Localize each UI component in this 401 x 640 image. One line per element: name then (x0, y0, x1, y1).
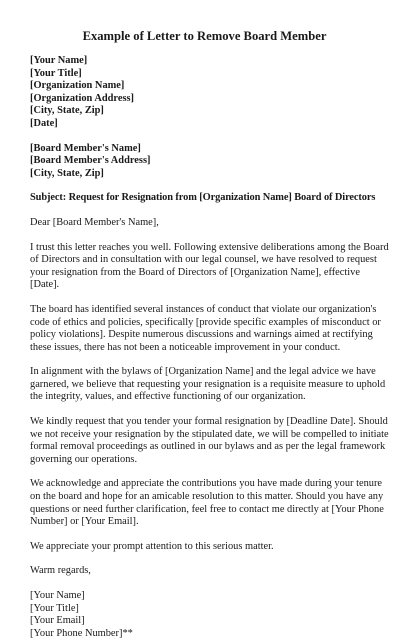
subject-line: Subject: Request for Resignation from [Organization Name] Board of Directors (30, 192, 376, 204)
paragraph-line: your resignation from the Board of Directors of [Organization Name], effective (30, 266, 360, 278)
sender-name: [Your Name] (30, 55, 88, 66)
salutation: Dear [Board Member's Name], (30, 216, 159, 228)
paragraph-line: code of ethics and policies, specifically [provide specific examples of misconduct or (30, 316, 381, 328)
paragraph-line: Number] or [Your Email]. (30, 516, 139, 528)
recipient-name: [Board Member's Name] (30, 142, 141, 154)
paragraph-line: The board has identified several instances of conduct that violate our organization's (30, 303, 377, 315)
sender-organization-address: [Organization Address] (30, 92, 135, 104)
recipient-city-state-zip: [City, State, Zip] (30, 167, 104, 179)
signature-email: [Your Email] (30, 615, 85, 627)
body-paragraph-5 (30, 478, 384, 528)
sender-organization: [Organization Name] (30, 80, 125, 92)
document-title: Example of Letter to Remove Board Member (82, 29, 327, 43)
paragraph-line: governing our operations. (30, 453, 138, 465)
closing: Warm regards, (30, 565, 91, 577)
paragraph-line: We appreciate your prompt attention to this serious matter. (30, 540, 274, 552)
signature-name: [Your Name] (30, 590, 85, 601)
sender-address-block (30, 55, 381, 131)
sender-city-state-zip: [City, State, Zip] (30, 105, 104, 117)
body-paragraph-3 (30, 366, 386, 404)
paragraph-line: garnered, we believe that requesting your resignation is a requisite measure to uphold (30, 378, 386, 390)
signature-phone: [Your Phone Number]** (30, 627, 133, 639)
recipient-address: [Board Member's Address] (30, 155, 151, 167)
recipient-address-block (30, 143, 381, 181)
paragraph-line: the integrity, values, and effective functioning of our organization. (30, 391, 306, 403)
paragraph-line: of Directors and in consultation with our legal counsel, we have resolved to request (30, 254, 377, 266)
signature-title: [Your Title] (30, 602, 79, 614)
paragraph-line: I trust this letter reaches you well. Following extensive deliberations among the Board (30, 241, 389, 253)
paragraph-line: questions or need further clarification, feel free to contact me directly at [Your Phone (30, 503, 384, 515)
body-paragraph-2 (30, 304, 381, 354)
signature-block (30, 590, 381, 640)
paragraph-line: We acknowledge and appreciate the contributions you have made during your tenure (30, 478, 383, 490)
paragraph-line: formal removal proceedings as outlined in our bylaws and as per the legal framework (30, 441, 386, 453)
sender-title: [Your Title] (30, 67, 82, 79)
body-paragraph-1 (30, 241, 389, 292)
paragraph-line: We kindly request that you tender your formal resignation by [Deadline Date]. Should (30, 416, 388, 428)
paragraph-line: policy violations]. Despite numerous discussions and warnings aimed at rectifying (30, 329, 373, 341)
paragraph-line: In alignment with the bylaws of [Organization Name] and the legal advice we have (30, 366, 376, 378)
body-paragraph-4 (30, 416, 389, 466)
paragraph-line: these issues, there has not been a noticeable improvement in your conduct. (30, 341, 341, 353)
body-paragraph-6 (30, 541, 381, 554)
paragraph-line: [Date]. (30, 279, 60, 291)
letter-date: [Date] (30, 117, 58, 129)
paragraph-line: we not receive your resignation by the stipulated date, we will be compelled to initiate (30, 428, 389, 440)
paragraph-line: on the board and hope for an amicable resolution to this matter. Should you have any (30, 491, 384, 503)
